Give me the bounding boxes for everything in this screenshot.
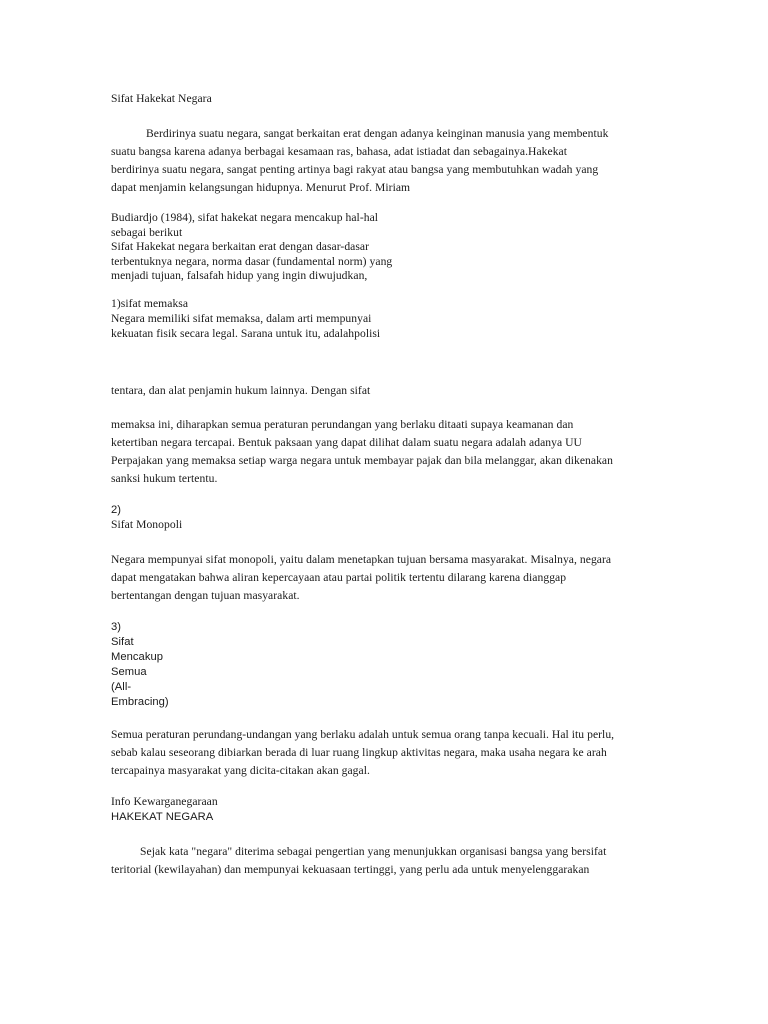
mencakup-number: 3)	[111, 621, 122, 633]
monopoli-heading: Sifat Monopoli	[111, 518, 183, 531]
memaksa-line-3: tentara, dan alat penjamin hukum lainnya. Dengan sifat	[111, 384, 371, 397]
intro-line-3: berdirinya suatu negara, sangat penting artinya bagi rakyat atau bangsa yang membutuhkan wadah yang	[111, 163, 599, 176]
memaksa-line-2: kekuatan fisik secara legal. Sarana untuk itu, adalahpolisi	[111, 327, 381, 340]
budiardjo-line-4: terbentuknya negara, norma dasar (fundamental norm) yang	[111, 255, 393, 268]
memaksa-paragraph-line-3: Perpajakan yang memaksa setiap warga negara untuk membayar pajak dan bila melanggar, akan dikenakan	[111, 454, 613, 467]
monopoli-number: 2)	[111, 504, 122, 516]
memaksa-heading: 1)sifat memaksa	[111, 297, 189, 310]
info-line-2: teritorial (kewilayahan) dan mempunyai kekuasaan tertinggi, yang perlu ada untuk menyelenggarakan	[111, 863, 590, 876]
mencakup-heading-2: Mencakup	[111, 651, 164, 663]
monopoli-line-2: dapat mengatakan bahwa aliran kepercayaan atau partai politik tertentu dilarang karena dianggap	[111, 571, 567, 584]
memaksa-line-1: Negara memiliki sifat memaksa, dalam arti mempunyai	[111, 312, 372, 325]
budiardjo-line-3: Sifat Hakekat negara berkaitan erat dengan dasar-dasar	[111, 240, 370, 253]
memaksa-paragraph-line-1: memaksa ini, diharapkan semua peraturan perundangan yang berlaku ditaati supaya keamanan dan	[111, 418, 574, 431]
mencakup-heading-1: Sifat	[111, 636, 134, 648]
document-title: Sifat Hakekat Negara	[111, 92, 212, 105]
intro-line-1: Berdirinya suatu negara, sangat berkaitan erat dengan adanya keinginan manusia yang membentuk	[146, 127, 609, 140]
mencakup-line-3: tercapainya masyarakat yang dicita-citakan akan gagal.	[111, 764, 370, 777]
mencakup-heading-5: Embracing)	[111, 696, 169, 708]
memaksa-paragraph-line-4: sanksi hukum tertentu.	[111, 472, 218, 485]
budiardjo-line-5: menjadi tujuan, falsafah hidup yang ingin diwujudkan,	[111, 269, 368, 282]
monopoli-line-1: Negara mempunyai sifat monopoli, yaitu dalam menetapkan tujuan bersama masyarakat. Misalnya, negara	[111, 553, 612, 566]
info-line-1: Sejak kata "negara" diterima sebagai pengertian yang menunjukkan organisasi bangsa yang bersifat	[140, 845, 607, 858]
intro-line-2: suatu bangsa karena adanya berbagai kesamaan ras, bahasa, adat istiadat dan sebagainya.Hakekat	[111, 145, 568, 158]
mencakup-line-2: sebab kalau seseorang dibiarkan berada di luar ruang lingkup aktivitas negara, maka usaha negara ke arah	[111, 746, 607, 759]
budiardjo-line-1: Budiardjo (1984), sifat hakekat negara mencakup hal-hal	[111, 211, 379, 224]
monopoli-line-3: bertentangan dengan tujuan masyarakat.	[111, 589, 300, 602]
mencakup-line-1: Semua peraturan perundang-undangan yang berlaku adalah untuk semua orang tanpa kecuali. Hal itu perlu,	[111, 728, 615, 741]
intro-line-4: dapat menjamin kelangsungan hidupnya. Menurut Prof. Miriam	[111, 181, 411, 194]
budiardjo-line-2: sebagai berikut	[111, 226, 183, 239]
mencakup-heading-3: Semua	[111, 666, 147, 678]
info-label: Info Kewarganegaraan	[111, 795, 218, 808]
info-heading: HAKEKAT NEGARA	[111, 811, 214, 823]
memaksa-paragraph-line-2: ketertiban negara tercapai. Bentuk paksaan yang dapat dilihat dalam suatu negara adalah adanya UU	[111, 436, 582, 449]
mencakup-heading-4: (All-	[111, 681, 132, 693]
